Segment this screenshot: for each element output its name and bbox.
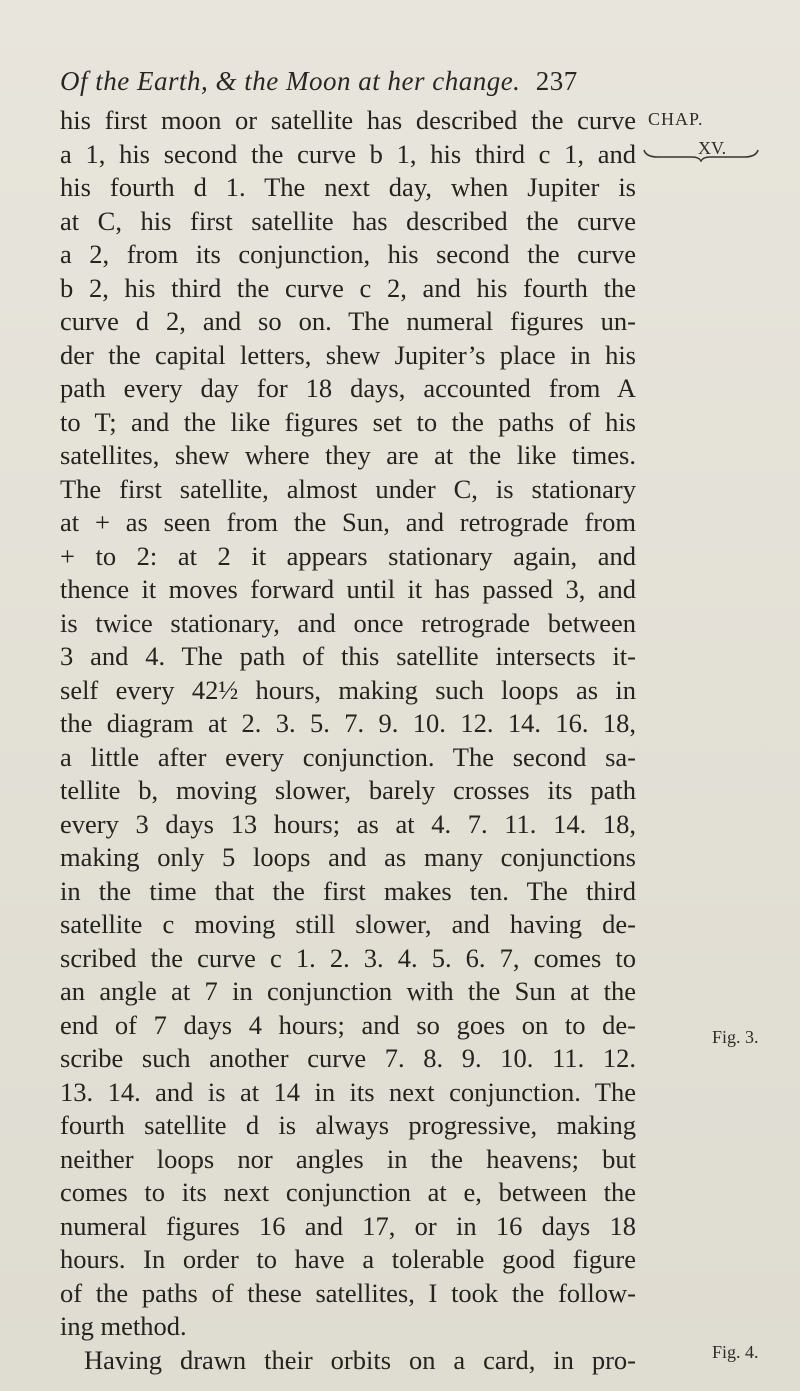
text-line: fourth satellite d is always progressive, making xyxy=(60,1110,636,1140)
text-line: every 3 days 13 hours; as at 4. 7. 11. 14. 18, xyxy=(60,808,636,839)
text-line: at + as seen from the Sun, and retrograde from xyxy=(60,507,636,537)
text-line: tellite b, moving slower, barely crosses its path xyxy=(60,775,636,805)
text-line: an angle at 7 in conjunction with the Sun at the xyxy=(60,976,636,1006)
text-line: is twice stationary, and once retrograde between xyxy=(60,607,636,638)
text-line: ing method. xyxy=(60,1311,187,1341)
text-line: end of 7 days 4 hours; and so goes on to de- xyxy=(60,1009,636,1040)
text-line: his first moon or satellite has described the curve xyxy=(60,105,636,135)
text-line: satellites, shew where they are at the like times. xyxy=(60,440,636,470)
text-line: to T; and the like figures set to the paths of his xyxy=(60,406,636,437)
text-line: his fourth d 1. The next day, when Jupiter is xyxy=(60,172,636,202)
running-header-title: Of the Earth, & the Moon at her change. xyxy=(60,66,521,96)
text-line: curve d 2, and so on. The numeral figures un- xyxy=(60,306,636,336)
chapter-number: XV. xyxy=(698,138,727,158)
text-line: path every day for 18 days, accounted from A xyxy=(60,373,636,403)
text-line: hours. In order to have a tolerable good figure xyxy=(60,1244,636,1274)
text-line: in the time that the first makes ten. The third xyxy=(60,875,636,906)
text-line: neither loops nor angles in the heavens; but xyxy=(60,1143,636,1174)
text-line: making only 5 loops and as many conjunctions xyxy=(60,842,636,872)
text-line: satellite c moving still slower, and having de- xyxy=(60,909,636,939)
text-line: self every 42½ hours, making such loops as in xyxy=(60,674,636,705)
body-text xyxy=(60,104,636,1377)
text-line: at C, his first satellite has described the curve xyxy=(60,205,636,236)
text-line: of the paths of these satellites, I took the follow- xyxy=(60,1277,636,1308)
figure-reference-3: Fig. 3. xyxy=(712,1027,759,1047)
text-line: a 2, from its conjunction, his second the curve xyxy=(60,239,636,269)
text-line: der the capital letters, shew Jupiter’s place in his xyxy=(60,339,636,370)
text-line: b 2, his third the curve c 2, and his fourth the xyxy=(60,272,636,303)
text-line: numeral figures 16 and 17, or in 16 days 18 xyxy=(60,1210,636,1241)
text-line: 3 and 4. The path of this satellite intersects it- xyxy=(60,641,636,671)
figure-reference-4: Fig. 4. xyxy=(712,1342,759,1362)
text-line: 13. 14. and is at 14 in its next conjunction. The xyxy=(60,1076,636,1107)
text-line: a little after every conjunction. The second sa- xyxy=(60,741,636,772)
text-line: comes to its next conjunction at e, between the xyxy=(60,1177,636,1207)
text-line: scribed the curve c 1. 2. 3. 4. 5. 6. 7, comes to xyxy=(60,942,636,973)
text-line: scribe such another curve 7. 8. 9. 10. 11. 12. xyxy=(60,1043,636,1073)
text-line: thence it moves forward until it has passed 3, and xyxy=(60,574,636,604)
text-line: a 1, his second the curve b 1, his third c 1, and xyxy=(60,138,636,169)
text-line: The first satellite, almost under C, is stationary xyxy=(60,473,636,504)
text-line: Having drawn their orbits on a card, in pro- xyxy=(84,1344,636,1375)
running-header xyxy=(60,66,660,97)
text-line: the diagram at 2. 3. 5. 7. 9. 10. 12. 14. 16. 18, xyxy=(60,708,636,738)
chapter-label: CHAP. xyxy=(648,109,704,129)
text-line: + to 2: at 2 it appears stationary again, and xyxy=(60,540,636,571)
page-number: 237 xyxy=(535,66,578,96)
chapter-brace-icon xyxy=(642,148,760,162)
